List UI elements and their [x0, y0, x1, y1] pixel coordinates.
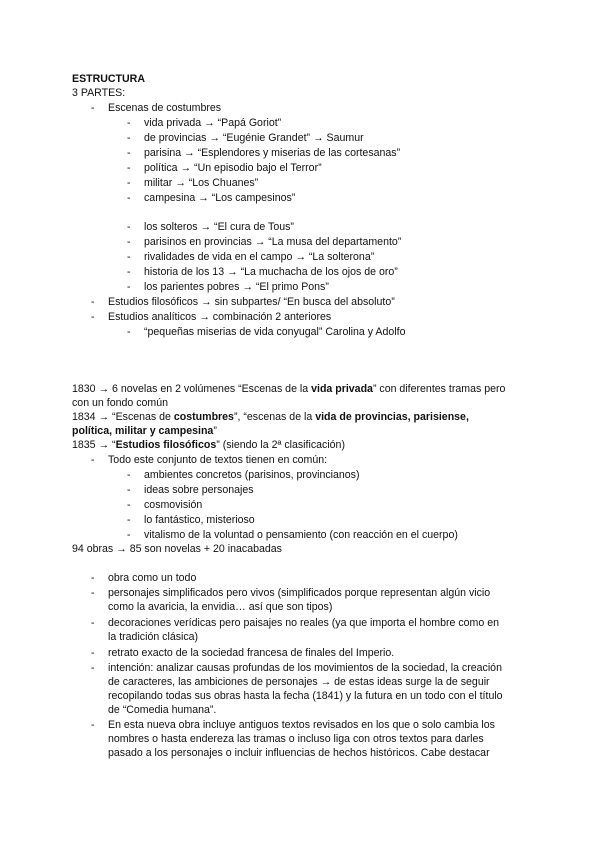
bullet-dash: -	[91, 647, 95, 659]
item-intencion-cont: de caracteres, las ambiciones de personajes → de estas ideas surge la de seguir	[108, 676, 490, 688]
item-militar: militar → “Los Chuanes”	[144, 177, 259, 189]
text-run: ”, “escenas de la	[233, 411, 316, 423]
bullet-dash: -	[127, 236, 131, 248]
text-run-bold: vida privada	[311, 383, 373, 395]
text-run: 1830 → 6 novelas en 2 volúmenes “Escenas de la	[72, 383, 312, 395]
parts-label: 3 PARTES:	[72, 87, 126, 99]
bullet-dash: -	[127, 281, 131, 293]
item-nueva-obra: En esta nueva obra incluye antiguos textos revisados en los que o solo cambia los	[108, 719, 495, 731]
year-1834-line	[72, 410, 469, 424]
year-1834-line-2	[72, 424, 217, 438]
item-politica: política → “Un episodio bajo el Terror”	[144, 162, 322, 174]
text-run: ” (siendo la 2ª clasificación)	[216, 439, 345, 451]
bullet-dash: -	[91, 587, 95, 599]
text-run: ”	[213, 425, 217, 437]
bullet-dash: -	[127, 266, 131, 278]
bullet-dash: -	[91, 296, 95, 308]
item-todo: obra como un todo	[108, 572, 197, 584]
item-campesina: campesina → “Los campesinos”	[144, 192, 296, 204]
item-analiticos: Estudios analíticos → combinación 2 anteriores	[108, 311, 332, 323]
text-run-bold: costumbres	[173, 411, 234, 423]
item-vitalismo: vitalismo de la voluntad o pensamiento (con reacción en el cuerpo)	[144, 529, 458, 541]
obras-count: 94 obras → 85 son novelas + 20 inacabadas	[72, 543, 282, 555]
bullet-dash: -	[127, 177, 131, 189]
text-run: 1834 → “Escenas de	[72, 411, 174, 423]
item-retrato: retrato exacto de la sociedad francesa de finales del Imperio.	[108, 647, 395, 659]
text-run-bold: Estudios filosóficos	[115, 439, 217, 451]
item-parientes: los parientes pobres → “El primo Pons”	[144, 281, 329, 293]
item-costumbres: Escenas de costumbres	[108, 102, 222, 114]
bullet-dash: -	[91, 572, 95, 584]
heading-estructura: ESTRUCTURA	[72, 73, 145, 85]
item-historia-13: historia de los 13 → “La muchacha de los ojos de oro”	[144, 266, 398, 278]
text-run-bold: política, militar y campesina	[72, 425, 214, 437]
item-cosmovision: cosmovisión	[144, 499, 203, 511]
item-nueva-obra-cont: nombres o hasta endereza las tramas o incluso liga con otros textos para darles	[108, 733, 484, 745]
item-ambientes: ambientes concretos (parisinos, provincianos)	[144, 469, 360, 481]
year-1835-line	[72, 438, 345, 452]
bullet-dash: -	[91, 617, 95, 629]
item-personajes-cont: como la avaricia, la envidia… así que son tipos)	[108, 601, 333, 613]
item-intencion-cont: de “Comedia humana”.	[108, 704, 217, 716]
item-decoraciones: decoraciones verídicas pero paisajes no reales (ya que importa el hombre como en	[108, 617, 500, 629]
bullet-dash: -	[91, 719, 95, 731]
bullet-dash: -	[127, 192, 131, 204]
bullet-dash: -	[127, 529, 131, 541]
bullet-dash: -	[127, 469, 131, 481]
item-parisina: parisina → “Esplendores y miserias de las cortesanas”	[144, 147, 401, 159]
item-vida-privada: vida privada → “Papá Goriot”	[144, 117, 282, 129]
item-personajes: personajes simplificados pero vivos (simplificados porque representan algún vicio	[108, 587, 491, 599]
item-provincias: de provincias → “Eugénie Grandet” → Saumur	[144, 132, 364, 144]
bullet-dash: -	[127, 484, 131, 496]
item-solteros: los solteros → “El cura de Tous”	[144, 221, 294, 233]
item-rivalidades: rivalidades de vida en el campo → “La solterona”	[144, 251, 375, 263]
item-nueva-obra-cont: pasado a los personajes o incluir influencias de hechos históricos. Cabe destacar	[108, 747, 490, 759]
item-fantastico: lo fantástico, misterioso	[144, 514, 255, 526]
bullet-dash: -	[91, 311, 95, 323]
bullet-dash: -	[127, 514, 131, 526]
bullet-dash: -	[91, 102, 95, 114]
text-run: 1835 → “	[72, 439, 116, 451]
year-1830-line-2: con un fondo común	[72, 397, 169, 409]
text-run: ” con diferentes tramas pero	[372, 383, 506, 395]
bullet-dash: -	[127, 221, 131, 233]
bullet-dash: -	[91, 454, 95, 466]
item-ideas: ideas sobre personajes	[144, 484, 254, 496]
bullet-dash: -	[127, 499, 131, 511]
year-1830-line	[72, 382, 505, 396]
item-intencion-cont: recopilando todas sus obras hasta la fecha (1841) y la futura en un todo con el título	[108, 690, 503, 702]
item-decoraciones-cont: la tradición clásica)	[108, 631, 199, 643]
text-run-bold: vida de provincias, parisiense,	[315, 411, 469, 423]
bullet-dash: -	[127, 117, 131, 129]
bullet-dash: -	[127, 326, 131, 338]
item-parisinos-provincias: parisinos en provincias → “La musa del departamento”	[144, 236, 402, 248]
bullet-dash: -	[127, 251, 131, 263]
item-comun: Todo este conjunto de textos tienen en común:	[108, 454, 328, 466]
item-filosoficos: Estudios filosóficos → sin subpartes/ “En busca del absoluto”	[108, 296, 395, 308]
bullet-dash: -	[91, 662, 95, 674]
item-intencion: intención: analizar causas profundas de los movimientos de la sociedad, la creación	[108, 662, 502, 674]
bullet-dash: -	[127, 132, 131, 144]
bullet-dash: -	[127, 147, 131, 159]
bullet-dash: -	[127, 162, 131, 174]
item-miserias: “pequeñas miserias de vida conyugal” Carolina y Adolfo	[144, 326, 406, 338]
